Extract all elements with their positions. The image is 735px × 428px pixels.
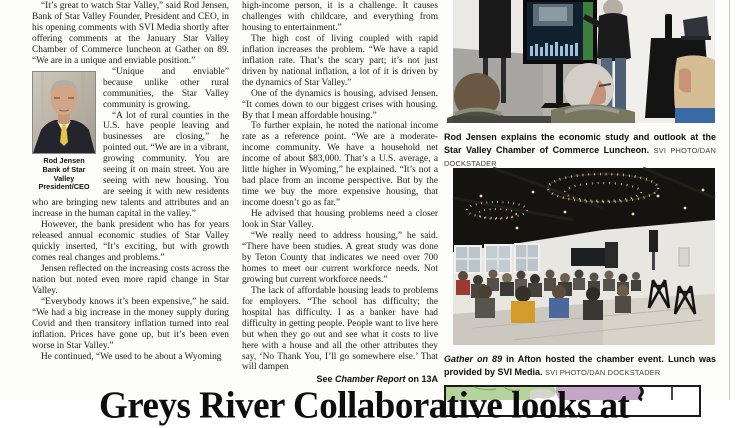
article-paragraph: “It’s great to watch Star Valley,” said Rod Jensen, Bank of Star Valley Founder, President and CEO, in his opening comments with SVI Media shortly after offering comments at the January Star Valley Chamber of Commerce luncheon at Gather on 89. “We are in a unique and enviable position.” (32, 1, 229, 66)
jump-suffix: on 13A (405, 374, 438, 385)
article-paragraph: One of the dynamics is housing, advised Jensen. “It comes down to our biggest crises with housing. By that I mean affordable housing.” (242, 88, 438, 121)
article-paragraph: The high cost of living coupled with rapid inflation increases the problem. “We have a rapid inflation rate. That’s the scary part; it’s not just driven by national inflation, a lot of it is driven by the dynamics of Star Valley.” (242, 33, 438, 88)
jump-title: Chamber Report (334, 374, 406, 385)
article-paragraph: However, the bank president who has for years released annual economic studies of Star Valley quickly inserted, “It’s exciting, but with growth comes real changes and problems.” (32, 220, 229, 263)
portrait-caption (32, 157, 96, 193)
article-column-middle (242, 1, 438, 387)
jump-prefix: See (316, 374, 335, 385)
photo1-caption (444, 131, 716, 170)
article-paragraph: To further explain, he noted the national income rate as a reference point. “We are a moderate-income community. We have a household net income of about $83,000. That’s a U.S. average, a little higher in Wyoming,” he explained. “It’s not a bad place from an income perspective. But by the time we buy the more expensive housing, that income doesn’t go as far.” (242, 121, 438, 209)
photo1-caption-text: Rod Jensen explains the economic study and outlook at the Star Valley Chamber of Commerce Luncheon. (444, 132, 716, 155)
photo-presentation (453, 0, 715, 123)
portrait-caption-line: Bank of Star Valley (42, 164, 86, 183)
photo2-caption-venue: Gather on 89 (444, 354, 503, 364)
article-paragraph: Jensen reflected on the increasing costs across the nation but noted even more rapid change in Star Valley. (32, 263, 229, 296)
article-paragraph: “Everybody knows it’s been expensive,” he said. “We had a big increase in the money supply during Covid and then transitory inflation turned into real inflation. Prices have gone up, but it’s been even worse in Star Valley.” (32, 296, 229, 351)
article-paragraph: “We really need to address housing,” he said. “There have been studies. A great study was done by Teton County that indicates we need over 700 homes to meet our current workforce needs. Not growing but current workforce needs.” (242, 231, 438, 285)
photo1-credit: SVI PHOTO/DAN DOCKSTADER (444, 146, 717, 168)
page-edge-divider (729, 0, 730, 400)
next-article-headline: Greys River Collaborative looks at (99, 384, 630, 427)
portrait-caption-line: President/CEO (38, 182, 90, 192)
article-paragraph: “Unique and enviable” because unlike other rural communities, the Star Valley community is growing. (103, 66, 229, 110)
article-paragraph: He continued, “We used to be about a Wyoming (41, 351, 222, 362)
photo-venue-illustration (453, 168, 715, 345)
portrait-block (32, 71, 96, 193)
article-column-left (32, 1, 229, 399)
photo2-caption-text: in Afton hosted the chamber event. Lunch was provided by SVI Media. (444, 354, 716, 377)
article-paragraph: “A lot of rural counties in the U.S. have people leaving and businesses are closing,” he pointed out. “We are in a vibrant, growing community. You are seeing it on main street. You are seeing with new housing. You are seeing it with new residents who are bringing new talents and attributes and an increase in the human capital in the valley.” (32, 110, 229, 220)
photo-venue (453, 168, 715, 345)
article-paragraph: high-income person, it is a challenge. It causes challenges with childcare, and everything from housing to entertainment.” (242, 1, 438, 33)
portrait-caption-line: Rod Jensen (43, 155, 85, 165)
photo2-caption (444, 353, 716, 379)
article-paragraph: He advised that housing problems need a closer look in Star Valley. (242, 209, 438, 231)
rod-jensen-portrait-photo (32, 71, 96, 154)
photo-presentation-illustration (453, 0, 715, 123)
article-paragraph: The lack of affordable housing leads to problems for employers. “The school has difficulty; the hospital has difficulty. I as a banker have had difficulty in getting people. People want to live here but when they go out and see what it costs to live here with a house and all the other attributes they say, ‘No Thank You, I’ll go somewhere else.’ That will dampen (242, 285, 438, 373)
photo2-credit: SVI PHOTO/DAN DOCKSTADER (545, 368, 661, 377)
